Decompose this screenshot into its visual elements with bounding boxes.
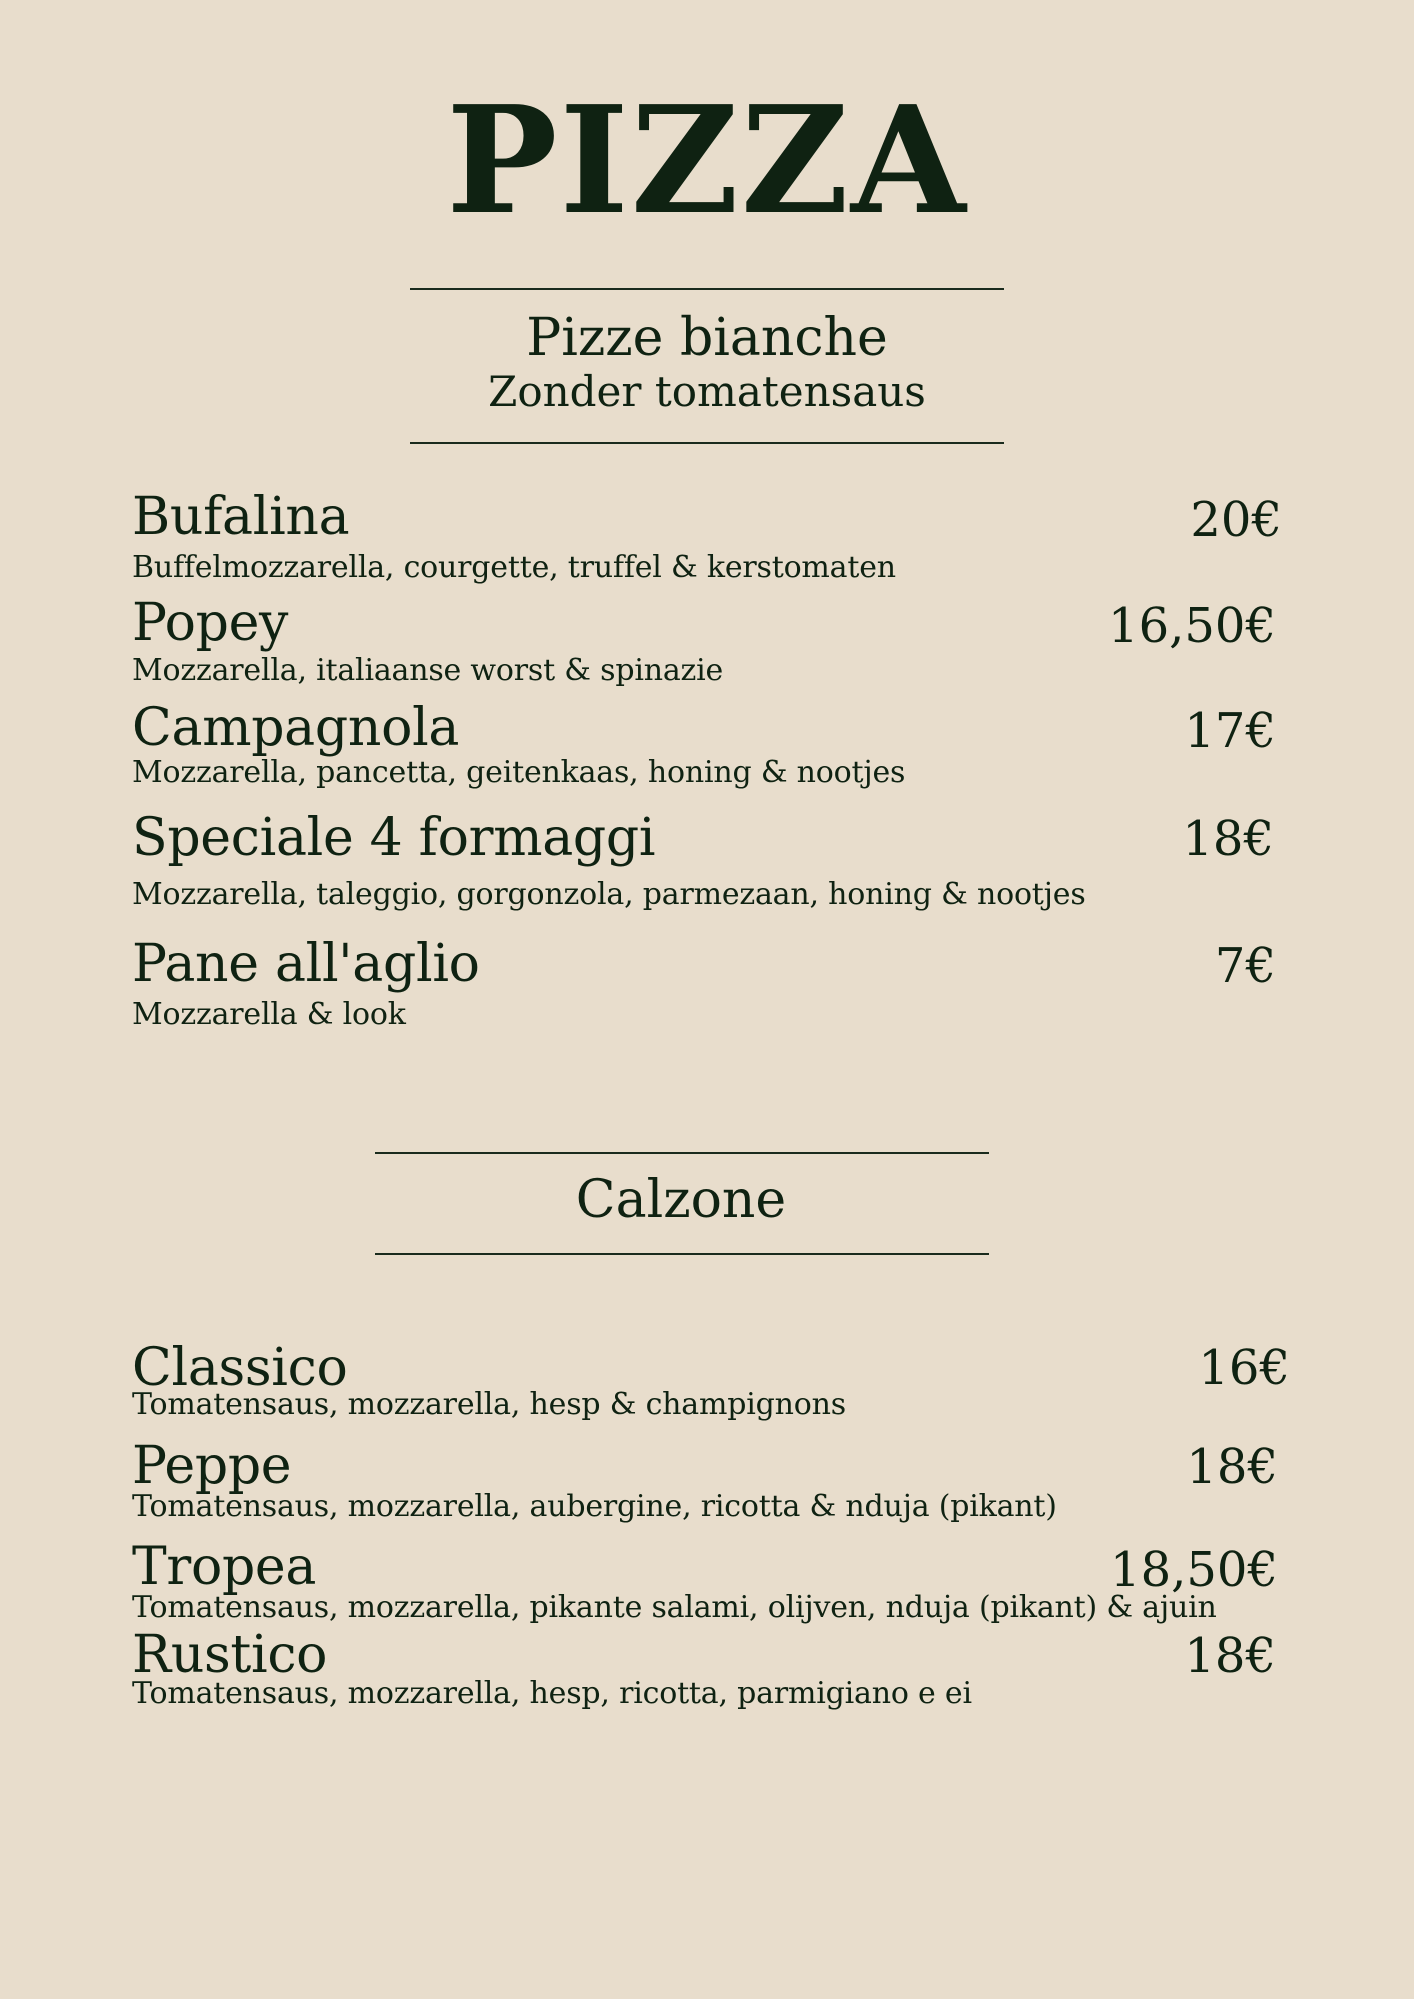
menu-item-price: 7€ [1214, 938, 1276, 994]
menu-item-description: Tomatensaus, mozzarella, aubergine, ricotta & nduja (pikant) [132, 1489, 1057, 1524]
menu-item-name: Popey [132, 593, 289, 653]
menu-item-name: Campagnola [132, 698, 460, 758]
section-divider-bottom [375, 1253, 989, 1255]
menu-item-price: 18€ [1182, 811, 1274, 867]
menu-item-description: Mozzarella, italiaanse worst & spinazie [132, 653, 724, 688]
menu-item-description: Tomatensaus, mozzarella, pikante salami, olijven, nduja (pikant) & ajuin [132, 1590, 1217, 1625]
section-title: Calzone [575, 1170, 787, 1230]
menu-item-description: Mozzarella, taleggio, gorgonzola, parmezaan, honing & nootjes [132, 877, 1086, 912]
menu-item-description: Tomatensaus, mozzarella, hesp & champignons [132, 1387, 846, 1422]
menu-item-name: Tropea [132, 1537, 317, 1597]
menu-item-price: 16€ [1198, 1340, 1290, 1396]
menu-item-name: Pane all'aglio [132, 934, 480, 994]
section-divider-top [375, 1152, 989, 1154]
menu-item-price: 18€ [1186, 1439, 1278, 1495]
menu-item-name: Speciale 4 formaggi [132, 808, 656, 868]
menu-item-description: Mozzarella & look [132, 997, 406, 1032]
menu-item-price: 17€ [1184, 703, 1276, 759]
section-title: Pizze bianche [526, 308, 888, 368]
menu-item-description: Mozzarella, pancetta, geitenkaas, honing & nootjes [132, 755, 906, 790]
menu-item-price: 18€ [1184, 1628, 1276, 1684]
menu-item-description: Buffelmozzarella, courgette, truffel & kerstomaten [132, 550, 896, 585]
menu-item-price: 16,50€ [1108, 598, 1276, 654]
section-subtitle: Zonder tomatensaus [488, 367, 926, 416]
section-divider-bottom [410, 442, 1004, 444]
menu-title: PIZZA [446, 73, 968, 247]
menu-item-price: 18,50€ [1110, 1542, 1278, 1598]
menu-item-description: Tomatensaus, mozzarella, hesp, ricotta, parmigiano e ei [132, 1676, 972, 1711]
menu-item-name: Classico [132, 1338, 348, 1398]
menu-item-name: Rustico [132, 1625, 328, 1685]
menu-item-price: 20€ [1190, 492, 1282, 548]
menu-item-name: Bufalina [132, 487, 350, 547]
section-divider-top [410, 288, 1004, 290]
menu-item-name: Peppe [132, 1436, 292, 1496]
